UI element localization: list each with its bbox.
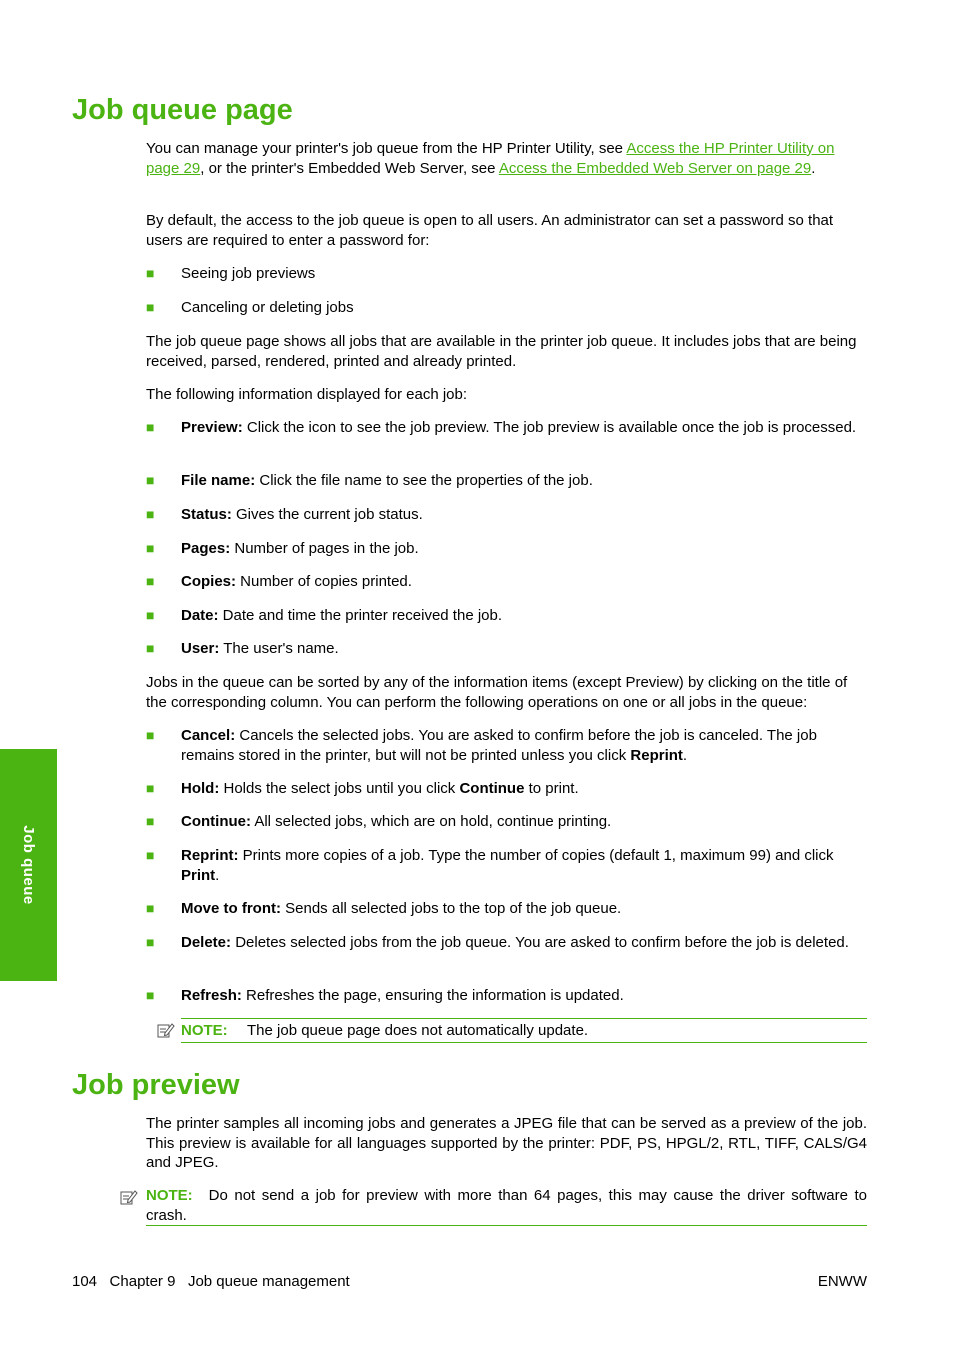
intro-paragraph: You can manage your printer's job queue from the HP Printer Utility, see Access the HP Printer Utility on page 29, or the printer's Embedded Web Server, see Access the Embedded Web Server on page 29.: [146, 140, 835, 177]
chapter-label: Chapter 9: [109, 1273, 176, 1290]
bullet-icon: ■: [146, 987, 155, 1003]
bullet-icon: ■: [146, 265, 155, 281]
job-queue-paragraph: The job queue page shows all jobs that are available in the printer job queue. It includes jobs that are being received, parsed, rendered, printed and already printed.: [146, 333, 857, 370]
bullet-icon: ■: [146, 299, 155, 315]
note-box: [181, 1018, 867, 1043]
bullet-icon: ■: [146, 934, 155, 950]
job-preview-paragraph: The printer samples all incoming jobs and generates a JPEG file that can be served as a preview of the job. This preview is available for all languages supported by the printer: PDF, PS, HPGL/2, RTL, TIFF, CALS/G4 and JPEG.: [146, 1115, 867, 1171]
info-intro-paragraph: The following information displayed for each job:: [146, 386, 468, 403]
note-text: Do not send a job for preview with more than 64 pages, this may cause the driver software to crash.: [146, 1187, 867, 1224]
link-hp-printer-utility[interactable]: Access the HP Printer Utility on page 29: [146, 140, 835, 177]
bullet-icon: ■: [146, 573, 155, 589]
access-paragraph: By default, the access to the job queue is open to all users. An administrator can set a password so that users are required to enter a password for:: [146, 212, 834, 249]
note-text: The job queue page does not automatically update.: [247, 1022, 589, 1039]
bullet-icon: ■: [146, 813, 155, 829]
bullet-icon: ■: [146, 780, 155, 796]
note-box: [146, 1186, 867, 1226]
bullet-icon: ■: [146, 847, 155, 863]
bullet-icon: ■: [146, 472, 155, 488]
link-embedded-web-server[interactable]: Access the Embedded Web Server on page 29: [498, 159, 812, 177]
page-number: 104: [72, 1273, 98, 1290]
operations-paragraph: Jobs in the queue can be sorted by any of the information items (except Preview) by clicking on the title of the corresponding column. You can perform the following operations on one or all jobs in the queue:: [146, 674, 848, 711]
note-pencil-icon: [120, 1189, 138, 1205]
bullet-icon: ■: [146, 727, 155, 743]
note-label: NOTE:: [181, 1022, 228, 1039]
bullet-icon: ■: [146, 540, 155, 556]
side-tab-label: Job queue: [19, 825, 37, 905]
footer-right: ENWW: [817, 1273, 867, 1290]
bullet-icon: ■: [146, 506, 155, 522]
section-title-job-queue-page: Job queue page: [72, 94, 293, 126]
note-label: NOTE:: [146, 1187, 193, 1204]
chapter-title: Job queue management: [187, 1273, 350, 1290]
bullet-icon: ■: [146, 900, 155, 916]
side-tab: [0, 749, 57, 981]
section-title-job-preview: Job preview: [72, 1069, 240, 1101]
note-pencil-icon: [157, 1022, 175, 1038]
note-content: [146, 1186, 867, 1225]
bullet-icon: ■: [146, 640, 155, 656]
footer-left: [72, 1272, 350, 1292]
bullet-icon: ■: [146, 419, 155, 435]
bullet-icon: ■: [146, 607, 155, 623]
